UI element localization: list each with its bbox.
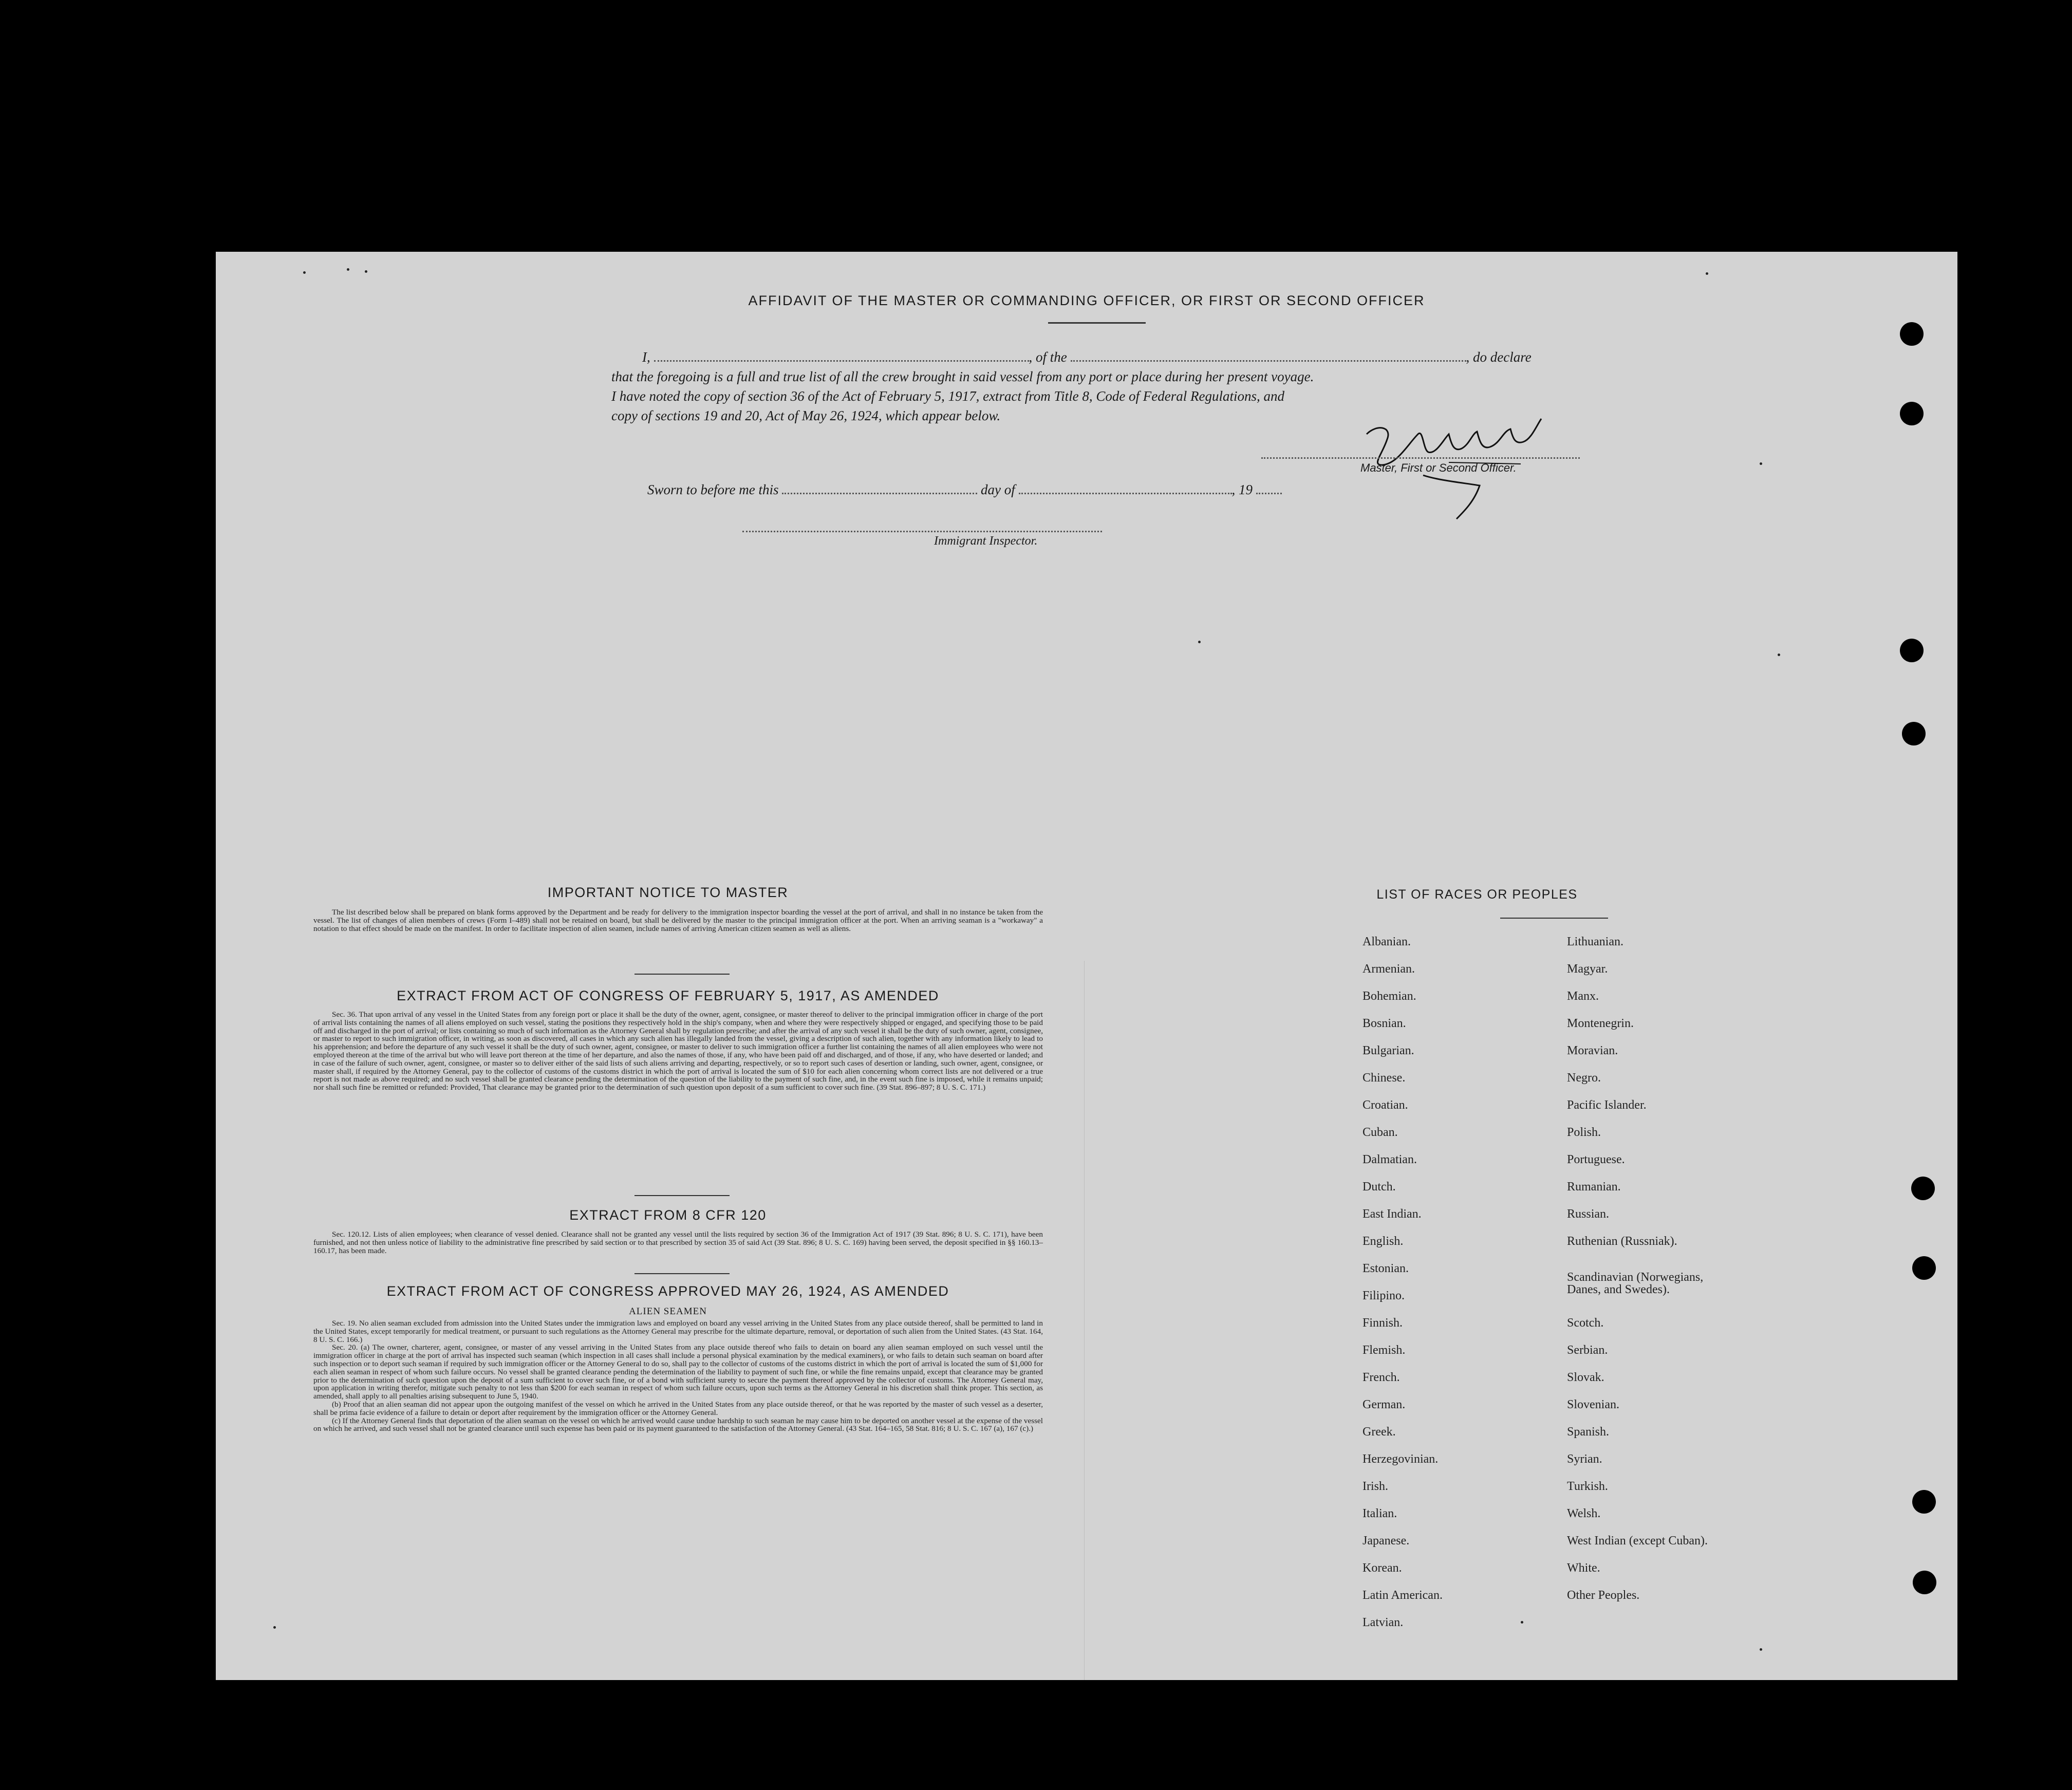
punch-hole (1902, 722, 1926, 745)
race-item: Korean. (1362, 1561, 1402, 1575)
race-item: Herzegovinian. (1362, 1452, 1439, 1466)
speck (1706, 272, 1708, 275)
race-item: Negro. (1567, 1071, 1601, 1085)
sworn-month-blank[interactable] (1019, 482, 1232, 494)
speck (1760, 462, 1762, 465)
page-fold (1084, 961, 1085, 1680)
race-item: Cuban. (1362, 1126, 1398, 1139)
race-item: Scandinavian (Norwegians, Danes, and Swedes). (1567, 1271, 1704, 1296)
race-item: Dalmatian. (1362, 1153, 1417, 1166)
sec-36-paragraph: Sec. 36. That upon arrival of any vessel in the United States from any foreign port or place it shall be the duty of the owner, agent, consignee, or master thereof to deliver to the principal immigration officer in charge of the port of arrival lists containing the names of all aliens employed on such vessel, stating the positions they respectively hold in the ship's company, when and where they were respectively shipped or engaged, and specifying those to be paid off and discharged in the port of arrival; or lists containing so much of such information as the Attorney General shall by regulation prescribe; and after the arrival of any such vessel it shall be the duty of such owner, agent, consignee, or master to report to such immigration officer, in writing, as soon as discovered, all cases in which any such alien has illegally landed from the vessel, giving a description of such alien, together with any information likely to lead to his apprehension; and before the departure of any such vessel it shall be the duty of such owner, agent, consignee, or master to deliver to such immigration officer a further list containing the names of all alien employees who were not employed thereon at the time of the arrival but who will leave port thereon at the time of her departure, and also the names of those, if any, who have been paid off and discharged, and of those, if any, who have deserted or landed; and in case of the failure of such owner, agent, consignee, or master so to deliver either of the said lists of such aliens arriving and departing, respectively, or so to report such cases of desertion or landing, such owner, agent, consignee, or master shall, if required by the Attorney General, pay to the collector of customs of the customs district in which the port of arrival is located the sum of $10 for each alien concerning whom correct lists are not delivered or a true report is not made as above required; and no such vessel shall be granted clearance pending the determination of the question of the liability to the payment of such fine, and, in the event such fine is imposed, while it remains unpaid; nor shall such fine be remitted or refunded: Provided, That clearance may be granted prior to the determination of such question upon deposit of a sum sufficient to cover such fine. (39 Stat. 896–897; 8 U. S. C. 171.) (313, 1010, 1043, 1092)
race-item: Magyar. (1567, 962, 1608, 976)
extract-1924-title: EXTRACT FROM ACT OF CONGRESS APPROVED MAY 26, 1924, AS AMENDED (386, 1283, 949, 1299)
sec-19-paragraph: Sec. 19. No alien seaman excluded from admission into the United States under the immigration laws and employed on board any vessel arriving in the United States from any place outside thereof, shall be permitted to land in the United States, except temporarily for medical treatment, or pursuant to such regulations as the Attorney General may prescribe for the ultimate departure, removal, or deportation of such alien from the United States. (43 Stat. 164, 8 U. S. C. 166.) (313, 1319, 1043, 1344)
races-title: LIST OF RACES OR PEOPLES (1376, 887, 1578, 902)
name-blank[interactable] (654, 350, 1029, 362)
extract-1917-title: EXTRACT FROM ACT OF CONGRESS OF FEBRUARY 5, 1917, AS AMENDED (397, 988, 939, 1003)
race-item: Scotch. (1567, 1316, 1604, 1330)
alien-seamen-heading: ALIEN SEAMEN (629, 1306, 707, 1317)
race-item: English. (1362, 1235, 1404, 1248)
race-item: Finnish. (1362, 1316, 1403, 1330)
sworn-day-blank[interactable] (782, 482, 977, 494)
race-item: Flemish. (1362, 1344, 1406, 1357)
speck (303, 271, 306, 274)
signature-caption: Master, First or Second Officer. (1360, 461, 1517, 474)
speck (365, 270, 367, 273)
notice-title: IMPORTANT NOTICE TO MASTER (547, 885, 789, 900)
speck (347, 268, 349, 271)
race-item: Turkish. (1567, 1480, 1608, 1493)
race-item: Armenian. (1362, 962, 1415, 976)
extract-cfr-body (313, 1230, 1043, 1255)
punch-hole (1900, 639, 1924, 662)
affidavit-title: AFFIDAVIT OF THE MASTER OR COMMANDING OFFICER, OR FIRST OR SECOND OFFICER (748, 293, 1425, 308)
inspector-signature-line[interactable] (742, 531, 1102, 532)
notice-paragraph: The list described below shall be prepared on blank forms approved by the Department and be ready for delivery to the immigration inspector boarding the vessel at the port of arrival, and shall in no instance be taken from the vessel. The list of changes of alien members of crews (Form I–489) shall not be retained on board, but shall be delivered by the master to the principal immigration officer at the port. When an arriving seaman is a "workaway" a notation to that effect should be made on the manifest. In order to facilitate inspection of alien seamen, include names of arriving American citizen seamen as well as aliens. (313, 908, 1043, 933)
sec-20b-paragraph: (b) Proof that an alien seaman did not appear upon the outgoing manifest of the vessel on which he arrived in the United States from any place outside thereof, or that he was reported by the master of such vessel as a deserter, shall be prima facie evidence of a failure to detain or deport after requirement by the immigration officer or the Attorney General. (313, 1400, 1043, 1417)
race-item: Ruthenian (Russniak). (1567, 1235, 1677, 1248)
race-item: Japanese. (1362, 1534, 1410, 1547)
punch-hole (1900, 322, 1924, 346)
speck (1760, 1648, 1762, 1651)
race-item: Chinese. (1362, 1071, 1406, 1085)
speck (1778, 654, 1780, 656)
race-item: French. (1362, 1371, 1400, 1384)
speck (1521, 1621, 1523, 1624)
race-item: Polish. (1567, 1126, 1601, 1139)
punch-hole (1912, 1490, 1936, 1514)
race-item: Bulgarian. (1362, 1044, 1414, 1057)
race-item: Russian. (1567, 1207, 1610, 1221)
race-item: Bosnian. (1362, 1017, 1406, 1030)
sec-120-paragraph: Sec. 120.12. Lists of alien employees; when clearance of vessel denied. Clearance shall not be granted any vessel until the lists required by section 36 of the Immigration Act of 1917 (39 Stat. 896; 8 U. S. C. 171), have been furnished, and not then unless notice of liability to the administrative fine prescribed by said section or to that prescribed by section 35 of said Act (39 Stat. 896; 8 U. S. C. 169) having been served, the deposit specified in §§ 160.13–160.17, has been made. (313, 1230, 1043, 1255)
notice-body (313, 908, 1043, 933)
extract-1917-body (313, 1011, 1043, 1092)
race-item: Serbian. (1567, 1344, 1608, 1357)
race-item: Rumanian. (1567, 1180, 1621, 1194)
affidavit-i: I, (642, 349, 650, 365)
speck (1198, 641, 1201, 643)
race-item: Portuguese. (1567, 1153, 1625, 1166)
year-prefix: , 19 (1231, 482, 1253, 497)
divider (634, 974, 730, 975)
race-item: Slovak. (1567, 1371, 1604, 1384)
race-item: Greek. (1362, 1425, 1396, 1439)
races-title-rule (1500, 918, 1608, 919)
punch-hole (1911, 1177, 1935, 1200)
race-item: German. (1362, 1398, 1406, 1411)
race-item: Estonian. (1362, 1262, 1409, 1275)
race-item: Spanish. (1567, 1425, 1610, 1439)
race-item: Pacific Islander. (1567, 1098, 1647, 1112)
punch-hole (1900, 402, 1924, 425)
race-item: Latin American. (1362, 1589, 1443, 1602)
race-item: Bohemian. (1362, 990, 1416, 1003)
document-page (216, 252, 1957, 1680)
race-item: Albanian. (1362, 935, 1411, 948)
race-item: Moravian. (1567, 1044, 1618, 1057)
race-item: Slovenian. (1567, 1398, 1619, 1411)
race-item: Dutch. (1362, 1180, 1396, 1194)
race-item: Lithuanian. (1567, 935, 1623, 948)
speck (273, 1626, 276, 1629)
sworn-label: Sworn to before me this (647, 482, 779, 497)
race-item: Welsh. (1567, 1507, 1601, 1520)
extract-cfr-title: EXTRACT FROM 8 CFR 120 (569, 1207, 767, 1223)
race-item: Montenegrin. (1567, 1017, 1634, 1030)
sec-20c-paragraph: (c) If the Attorney General finds that deportation of the alien seaman on the vessel on which he arrived would cause undue hardship to such seaman he may cause him to be deported on another vessel at the expense of the vessel on which he arrived, and such vessel shall not be granted clearance until such expense has been paid or its payment guaranteed to the satisfaction of the Attorney General. (43 Stat. 164–165, 58 Stat. 816; 8 U. S. C. 167 (a), 167 (c).) (313, 1416, 1043, 1433)
sec-20a-paragraph: Sec. 20. (a) The owner, charterer, agent, consignee, or master of any vessel arriving in the United States from any place outside thereof who fails to detain on board any alien seaman employed on such vessel until the immigration officer in charge at the port of arrival has inspected such seaman (which inspection in all cases shall include a personal physical examination by the medical examiners), or who fails to detain such seaman on board after such inspection or to deport such seaman if required by such immigration officer or the Attorney General to do so, shall pay to the collector of customs of the customs district in which the port of arrival is located the sum of $1,000 for each alien seaman in respect of whom such failure occurs. No vessel shall be granted clearance pending the determination of the liability to payment of such fine, or while the fine remains unpaid, except that clearance may be granted prior to the determination of such question upon the deposit of a sum sufficient to cover such fine, or of a bond with sufficient surety to secure the payment thereof approved by the collector of customs. The Attorney General may, upon application in writing therefor, mitigate such penalty to not less than $200 for each seaman in respect of whom such failure occurs, upon such terms as the Attorney General in his discretion shall think proper. This section, as amended, shall apply to all penalties arising subsequent to June 5, 1940. (313, 1343, 1043, 1401)
race-item: West Indian (except Cuban). (1567, 1534, 1708, 1547)
race-item: Latvian. (1362, 1616, 1404, 1629)
race-item: Other Peoples. (1567, 1589, 1640, 1602)
extract-1924-body (313, 1319, 1043, 1433)
divider (634, 1195, 730, 1196)
affidavit-line-2: that the foregoing is a full and true list of all the crew brought in said vessel from any port or place during her present voyage. (611, 369, 1314, 384)
inspector-caption: Immigrant Inspector. (934, 534, 1038, 548)
sworn-year-blank[interactable] (1256, 482, 1282, 494)
affidavit-line-3: I have noted the copy of section 36 of the Act of February 5, 1917, extract from Title 8, Code of Federal Regulations, and (611, 388, 1285, 404)
punch-hole (1913, 1571, 1936, 1594)
punch-hole (1912, 1256, 1936, 1280)
race-item: Croatian. (1362, 1098, 1408, 1112)
signature-line[interactable] (1261, 457, 1580, 459)
race-item: Italian. (1362, 1507, 1397, 1520)
race-item: Filipino. (1362, 1289, 1405, 1302)
affidavit-line-4: copy of sections 19 and 20, Act of May 26, 1924, which appear below. (611, 408, 1001, 423)
sworn-line (647, 482, 1282, 498)
affidavit-of-the: , of the (1029, 349, 1067, 365)
affidavit-declare: , do declare (1466, 349, 1532, 365)
race-item: Syrian. (1567, 1452, 1602, 1466)
day-of-label: day of (981, 482, 1015, 497)
affidavit-line-1 (642, 349, 1532, 365)
race-item: Manx. (1567, 990, 1599, 1003)
race-item: East Indian. (1362, 1207, 1422, 1221)
divider (634, 1273, 730, 1274)
title-rule (1048, 322, 1146, 324)
vessel-blank[interactable] (1071, 350, 1466, 362)
race-item: White. (1567, 1561, 1600, 1575)
race-item: Irish. (1362, 1480, 1388, 1493)
